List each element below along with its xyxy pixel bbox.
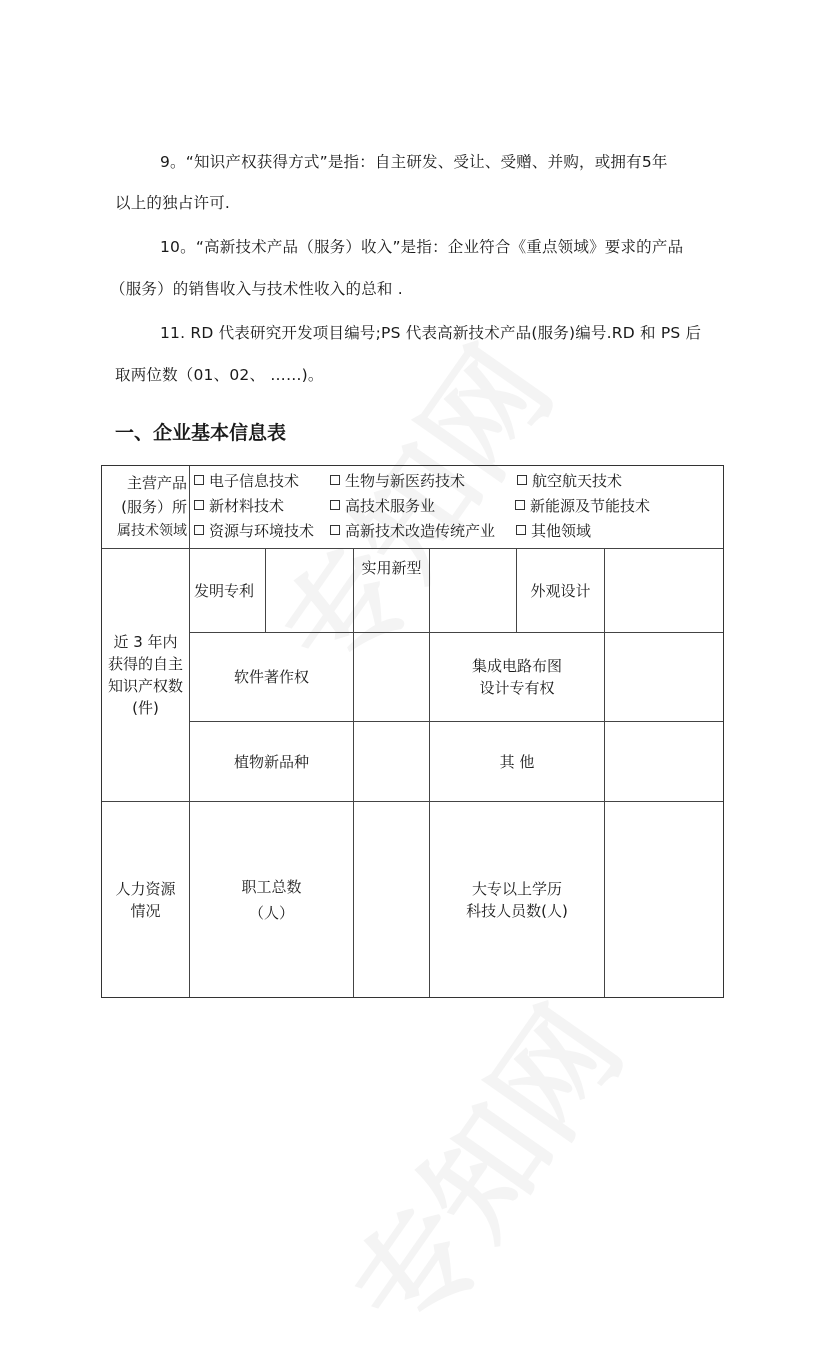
option-label: 生物与新医药技术 (345, 472, 466, 490)
option-bio-medicine[interactable] (330, 470, 465, 492)
section-title: 一、企业基本信息表 (115, 422, 287, 444)
employees-value[interactable] (354, 802, 430, 997)
college-staff-value[interactable] (605, 802, 723, 997)
note-9 (115, 152, 720, 172)
tech-domain-label (102, 466, 190, 549)
option-label: 其他领域 (531, 522, 592, 540)
option-high-tech-services[interactable] (330, 495, 435, 517)
label-line: 情况 (130, 901, 161, 920)
design-value[interactable] (605, 549, 723, 633)
option-label: 高新技术改造传统产业 (345, 522, 496, 540)
tech-domain-options (190, 466, 723, 549)
label-line: 大专以上学历 (471, 879, 562, 898)
note-text: 9。“知识产权获得方式”是指：自主研发、受让、受赠、并购，或拥有5年 (160, 153, 668, 171)
label-line: 获得的自主 (107, 655, 183, 673)
ip-count-label (102, 549, 190, 802)
checkbox-icon[interactable] (515, 500, 525, 510)
label-line: 知识产权数 (107, 677, 183, 695)
note-text: 取两位数（01、02、 ……)。 (115, 366, 324, 384)
college-staff-label (430, 802, 605, 997)
enterprise-info-table (101, 465, 724, 998)
employees-label (190, 802, 354, 997)
note-11-cont (115, 365, 720, 385)
label-line: (件) (132, 699, 159, 717)
option-label: 资源与环境技术 (209, 522, 315, 540)
note-11 (115, 323, 720, 343)
software-copyright-value[interactable] (354, 633, 430, 722)
label-line: 近 3 年内 (113, 633, 178, 651)
ic-layout-label (430, 633, 605, 722)
note-text: （服务）的销售收入与技术性收入的总和 . (110, 280, 403, 298)
checkbox-icon[interactable] (330, 500, 340, 510)
software-copyright-label: 软件著作权 (190, 633, 354, 722)
option-label: 电子信息技术 (209, 472, 300, 490)
note-10 (115, 237, 720, 257)
label-line: 科技人员数(人) (466, 901, 568, 920)
plant-variety-label: 植物新品种 (190, 722, 354, 802)
utility-model-label: 实用新型 (354, 549, 430, 633)
label-line: (服务）所 (121, 498, 187, 516)
label-line: 属技术领域 (117, 523, 187, 539)
label-line: （人） (248, 903, 294, 922)
option-aerospace[interactable] (517, 470, 622, 492)
option-electronic-info[interactable] (194, 470, 299, 492)
option-label: 新能源及节能技术 (530, 497, 651, 515)
invention-patent-value[interactable] (266, 549, 354, 633)
utility-model-value[interactable] (430, 549, 517, 633)
option-new-materials[interactable] (194, 495, 284, 517)
checkbox-icon[interactable] (194, 500, 204, 510)
label-line: 设计专有权 (479, 679, 555, 697)
option-new-energy[interactable] (515, 495, 650, 517)
note-text: 11. RD 代表研究开发项目编号;PS 代表高新技术产品(服务)编号.RD 和 PS 后 (160, 324, 702, 342)
checkbox-icon[interactable] (516, 525, 526, 535)
option-resources-environment[interactable] (194, 520, 314, 542)
checkbox-icon[interactable] (517, 475, 527, 485)
label-line: 职工总数 (241, 877, 302, 896)
hr-label (102, 802, 190, 997)
note-9-cont (115, 193, 720, 213)
other-ip-label: 其 他 (430, 722, 605, 802)
note-text: 以上的独占许可. (115, 194, 231, 212)
label-line: 主营产品 (126, 474, 187, 492)
option-other-domain[interactable] (516, 520, 591, 542)
label-line: 集成电路布图 (471, 657, 562, 675)
note-10-cont (110, 279, 715, 299)
design-label: 外观设计 (517, 549, 605, 633)
checkbox-icon[interactable] (330, 475, 340, 485)
ic-layout-value[interactable] (605, 633, 723, 722)
option-label: 高技术服务业 (345, 497, 436, 515)
note-text: 10。“高新技术产品（服务）收入”是指：企业符合《重点领域》要求的产品 (160, 238, 684, 256)
watermark (306, 969, 653, 1363)
other-ip-value[interactable] (605, 722, 723, 802)
checkbox-icon[interactable] (194, 525, 204, 535)
plant-variety-value[interactable] (354, 722, 430, 802)
checkbox-icon[interactable] (194, 475, 204, 485)
option-traditional-upgrade[interactable] (330, 520, 495, 542)
invention-patent-label: 发明专利 (190, 549, 266, 633)
option-label: 新材料技术 (209, 497, 285, 515)
checkbox-icon[interactable] (330, 525, 340, 535)
label-line: 人力资源 (115, 879, 176, 898)
option-label: 航空航天技术 (532, 472, 623, 490)
